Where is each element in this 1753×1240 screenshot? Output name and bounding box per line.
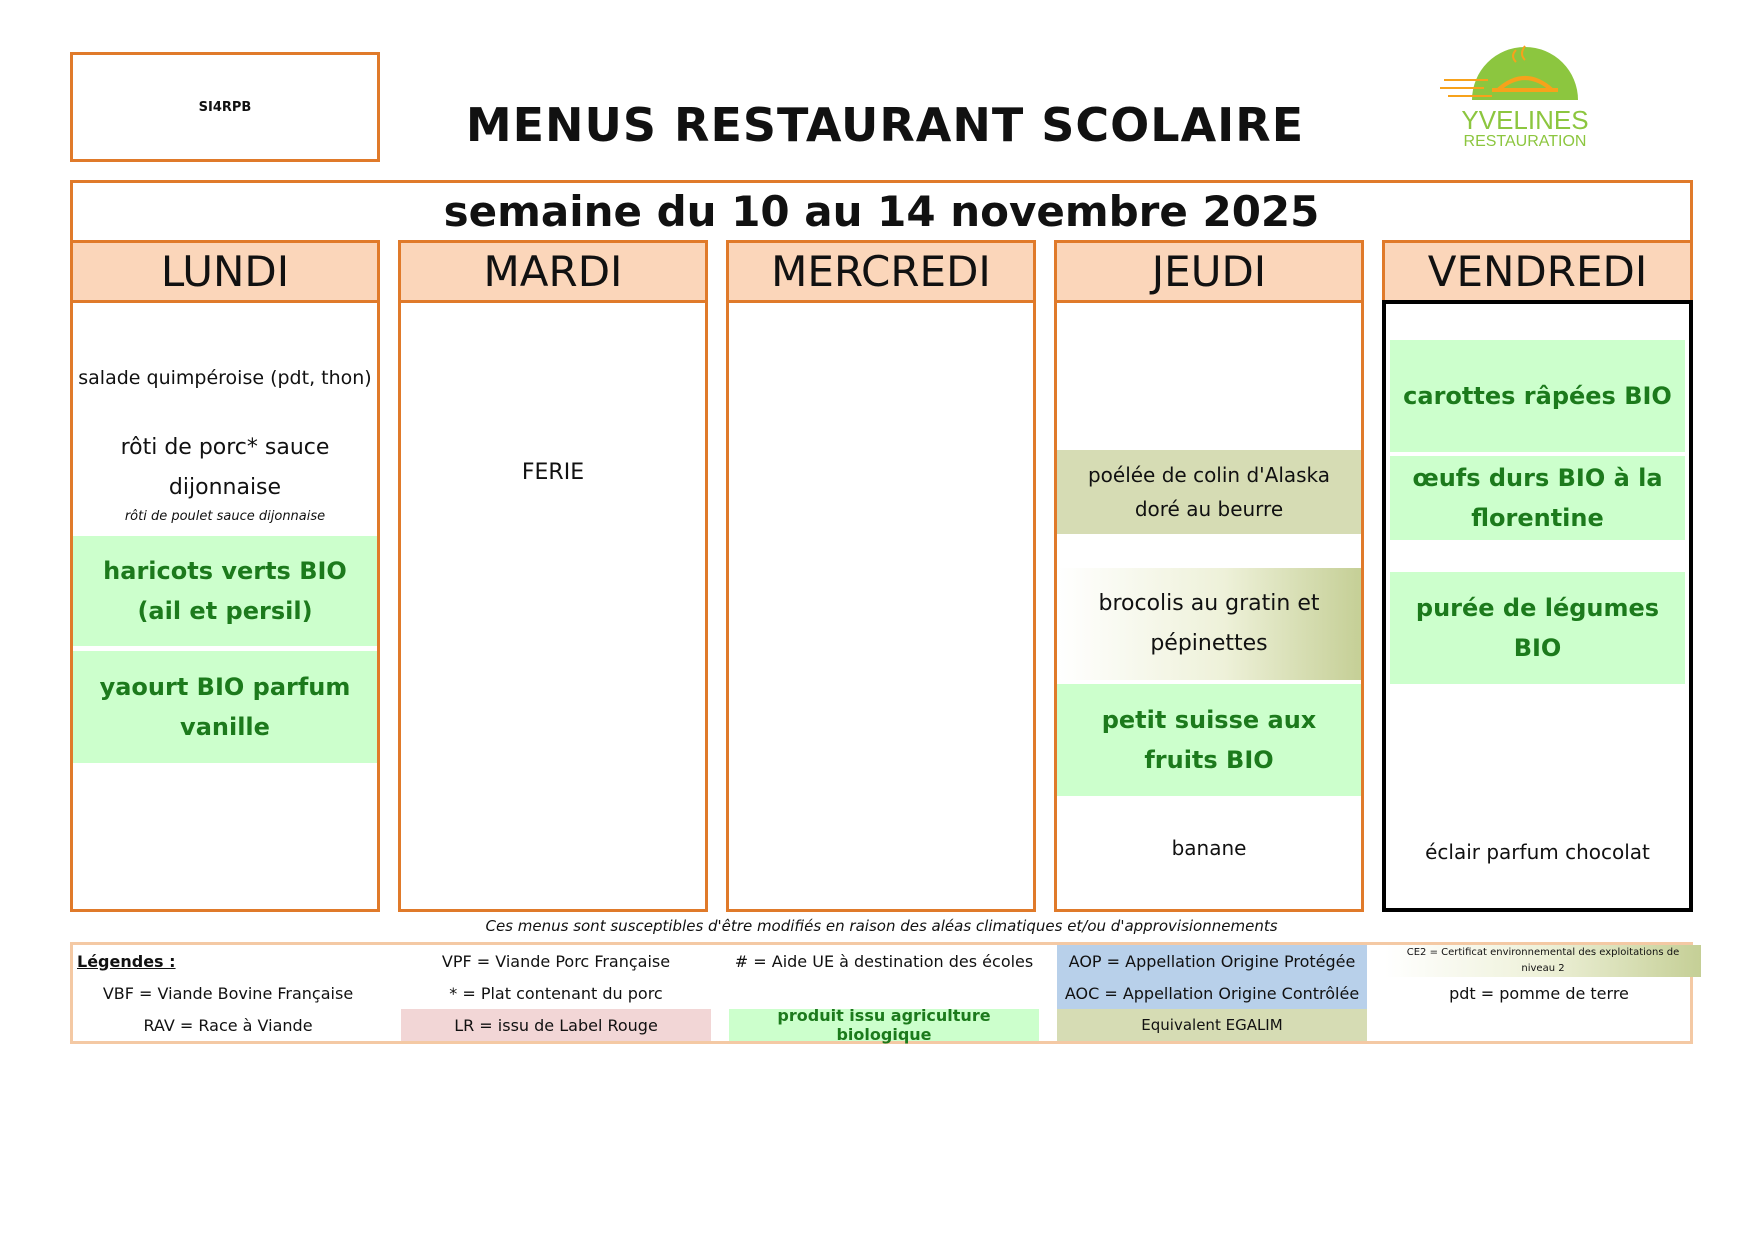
- legend-ue: # = Aide UE à destination des écoles: [734, 951, 1034, 971]
- legend-pdt: pdt = pomme de terre: [1449, 983, 1629, 1003]
- dessert: éclair parfum chocolat: [1425, 840, 1650, 864]
- legend-aop: AOP = Appellation Origine Protégée: [1057, 945, 1367, 977]
- day-body-mercredi: [726, 300, 1036, 912]
- side-dish: haricots verts BIO (ail et persil): [73, 536, 377, 646]
- legend-rav: RAV = Race à Viande: [143, 1015, 313, 1035]
- dairy: petit suisse aux fruits BIO: [1057, 684, 1361, 796]
- legend-vpf: VPF = Viande Porc Française: [441, 951, 671, 971]
- starter: carottes râpées BIO: [1390, 340, 1685, 452]
- day-body-lundi: [70, 300, 380, 912]
- week-title: semaine du 10 au 14 novembre 2025: [443, 186, 1320, 236]
- yvelines-restauration-logo: [1440, 42, 1610, 157]
- legend-aoc: AOC = Appellation Origine Contrôlée: [1057, 977, 1367, 1009]
- day-header-jeudi: JEUDI: [1057, 243, 1361, 303]
- day-column-mardi: [398, 240, 708, 912]
- logo-sun-shape: [1472, 47, 1578, 100]
- day-body-vendredi: [1382, 300, 1693, 912]
- side-dish: brocolis au gratin et pépinettes: [1057, 568, 1361, 680]
- legend-egalim: Equivalent EGALIM: [1057, 1009, 1367, 1041]
- main-dish-alternative: rôti de poulet sauce dijonnaise: [124, 509, 326, 524]
- day-header-mercredi: MERCREDI: [729, 243, 1033, 303]
- dairy: yaourt BIO parfum vanille: [73, 651, 377, 763]
- day-header-vendredi: VENDREDI: [1385, 243, 1690, 303]
- school-box: [70, 52, 380, 162]
- main-dish: œufs durs BIO à la florentine: [1390, 456, 1685, 540]
- logo-graphic: [1440, 42, 1610, 157]
- legend: [70, 942, 1693, 1044]
- day-column-vendredi: [1382, 240, 1693, 912]
- day-header-mardi: MARDI: [401, 243, 705, 303]
- logo-name: YVELINES: [1461, 105, 1589, 135]
- day-header-lundi: LUNDI: [73, 243, 377, 303]
- side-dish: purée de légumes BIO: [1390, 572, 1685, 684]
- legend-ce2: CE2 = Certificat environnemental des exploitations de niveau 2: [1385, 945, 1701, 977]
- legend-vbf: VBF = Viande Bovine Française: [102, 983, 354, 1003]
- school-name: SI4RPB: [198, 99, 252, 115]
- page-title: MENUS RESTAURANT SCOLAIRE: [465, 98, 1305, 152]
- logo-tray: [1492, 88, 1558, 92]
- main-dish: poélée de colin d'Alaska doré au beurre: [1057, 450, 1361, 534]
- day-column-mercredi: [726, 240, 1036, 912]
- day-column-lundi: [70, 240, 380, 912]
- main-dish: [73, 423, 377, 531]
- logo-subtitle: RESTAURATION: [1463, 133, 1587, 150]
- legend-title: Légendes :: [77, 951, 176, 971]
- holiday-note: FERIE: [521, 460, 585, 485]
- starter: salade quimpéroise (pdt, thon): [78, 367, 372, 389]
- legend-porc: * = Plat contenant du porc: [449, 983, 663, 1003]
- dessert: banane: [1171, 836, 1247, 860]
- legend-lr: LR = issu de Label Rouge: [401, 1009, 711, 1041]
- day-column-jeudi: [1054, 240, 1364, 912]
- legend-bio: produit issu agriculture biologique: [729, 1009, 1039, 1041]
- disclaimer: Ces menus sont susceptibles d'être modifiés en raison des aléas climatiques et/ou d'approvisionnements: [485, 917, 1278, 935]
- day-body-jeudi: [1054, 300, 1364, 912]
- day-body-mardi: [398, 300, 708, 912]
- main-dish-label: rôti de porc* sauce dijonnaise: [120, 435, 330, 500]
